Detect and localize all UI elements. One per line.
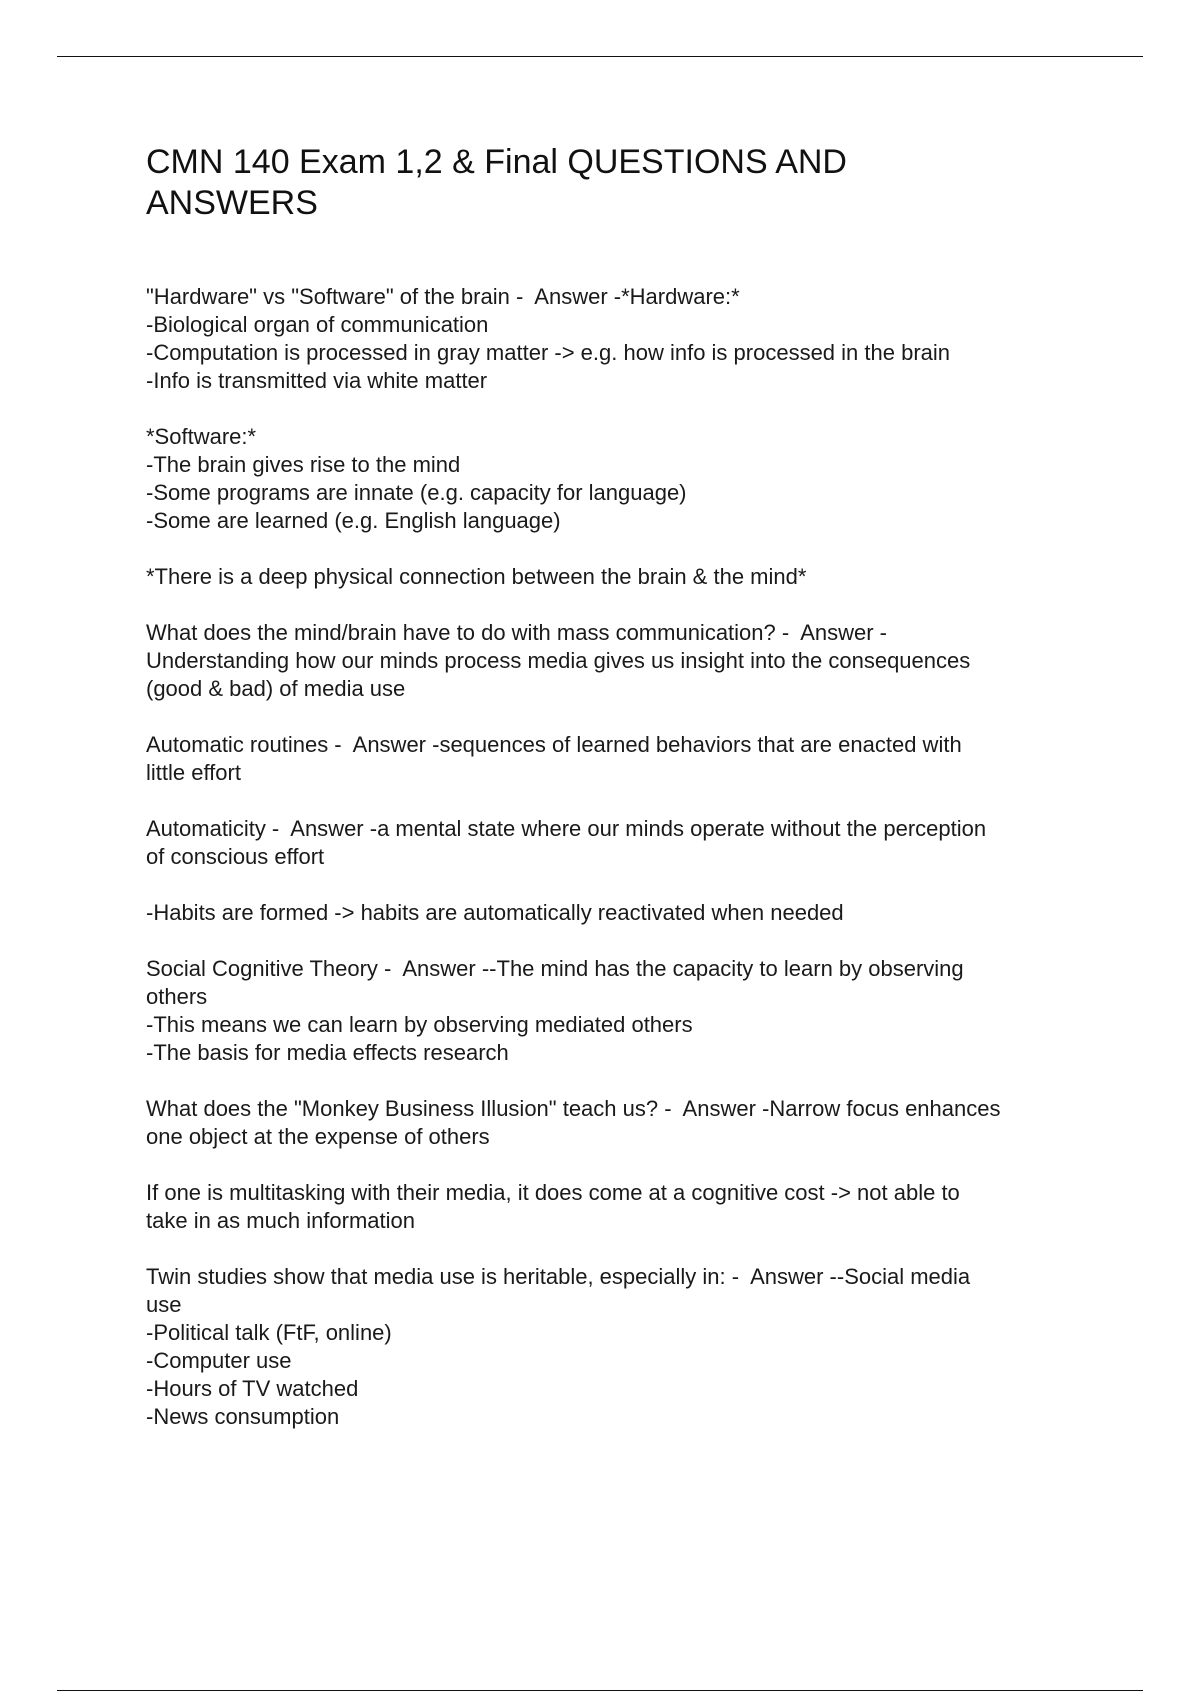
qa-block: [146, 283, 1106, 395]
qa-text-line: -Hours of TV watched: [146, 1376, 359, 1401]
document-title-line-2: ANSWERS: [146, 184, 318, 222]
document-title: [146, 142, 966, 224]
qa-block: [146, 1095, 1106, 1151]
qa-text-line: Understanding how our minds process media gives us insight into the consequences: [146, 648, 971, 673]
document-page: [146, 142, 1106, 1459]
qa-block: [146, 563, 1106, 591]
qa-text-line: Automatic routines - Answer -sequences of learned behaviors that are enacted with: [146, 732, 962, 757]
qa-block: [146, 815, 1106, 871]
qa-text-line: take in as much information: [146, 1208, 416, 1233]
bottom-rule: [57, 1690, 1143, 1691]
qa-text-line: "Hardware" vs "Software" of the brain - Answer -*Hardware:*: [146, 284, 740, 309]
qa-text-line: What does the mind/brain have to do with mass communication? - Answer -: [146, 620, 888, 645]
qa-text-line: use: [146, 1292, 182, 1317]
qa-text-line: -Computer use: [146, 1348, 292, 1373]
qa-text-line: -Some programs are innate (e.g. capacity for language): [146, 480, 687, 505]
qa-block: [146, 899, 1106, 927]
qa-text-line: -Biological organ of communication: [146, 312, 489, 337]
qa-text-line: -Habits are formed -> habits are automatically reactivated when needed: [146, 900, 844, 925]
qa-text-line: What does the "Monkey Business Illusion" teach us? - Answer -Narrow focus enhances: [146, 1096, 1001, 1121]
qa-text-line: Automaticity - Answer -a mental state where our minds operate without the perception: [146, 816, 987, 841]
qa-text-line: Social Cognitive Theory - Answer --The mind has the capacity to learn by observing: [146, 956, 964, 981]
qa-content: [146, 283, 1106, 1431]
qa-text-line: If one is multitasking with their media, it does come at a cognitive cost -> not able to: [146, 1180, 960, 1205]
qa-text-line: -Political talk (FtF, online): [146, 1320, 392, 1345]
qa-text-line: others: [146, 984, 208, 1009]
qa-text-line: -Some are learned (e.g. English language): [146, 508, 561, 533]
top-rule: [57, 56, 1143, 57]
qa-text-line: -Info is transmitted via white matter: [146, 368, 488, 393]
qa-block: [146, 731, 1106, 787]
qa-text-line: *Software:*: [146, 424, 257, 449]
qa-text-line: of conscious effort: [146, 844, 325, 869]
qa-text-line: *There is a deep physical connection between the brain & the mind*: [146, 564, 807, 589]
qa-block: [146, 619, 1106, 703]
qa-text-line: one object at the expense of others: [146, 1124, 490, 1149]
qa-text-line: little effort: [146, 760, 241, 785]
qa-text-line: Twin studies show that media use is heritable, especially in: - Answer --Social media: [146, 1264, 971, 1289]
qa-text-line: -Computation is processed in gray matter -> e.g. how info is processed in the brain: [146, 340, 951, 365]
qa-block: [146, 1179, 1106, 1235]
qa-text-line: -News consumption: [146, 1404, 340, 1429]
qa-text-line: -The brain gives rise to the mind: [146, 452, 461, 477]
qa-block: [146, 423, 1106, 535]
qa-text-line: (good & bad) of media use: [146, 676, 406, 701]
document-title-line-1: CMN 140 Exam 1,2 & Final QUESTIONS AND: [146, 143, 847, 181]
qa-text-line: -This means we can learn by observing mediated others: [146, 1012, 693, 1037]
qa-block: [146, 1263, 1106, 1431]
qa-block: [146, 955, 1106, 1067]
qa-text-line: -The basis for media effects research: [146, 1040, 509, 1065]
